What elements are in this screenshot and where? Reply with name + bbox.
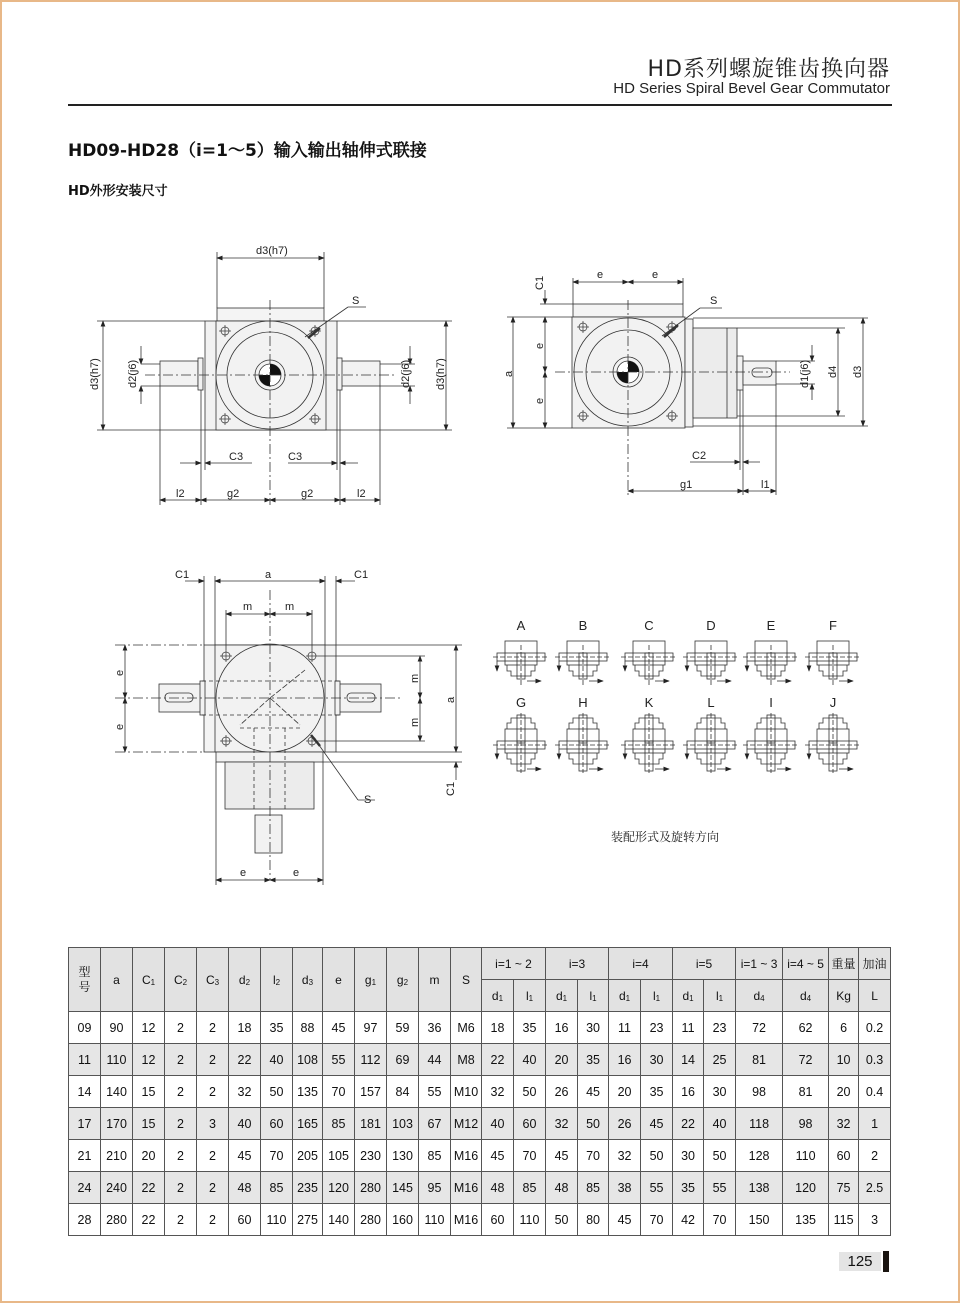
label-m-right: m [285,601,295,613]
mount-label-e: E [766,618,776,633]
label-m-bottom: m [409,717,421,727]
header-col-g2: $g_2$ [387,948,419,1012]
table-cell: 97 [355,1012,387,1044]
mount-label-f: F [829,618,837,633]
table-cell: 240 [101,1172,133,1204]
table-cell: 55 [419,1076,451,1108]
page-number-bar [883,1251,889,1272]
table-cell: 70 [261,1140,293,1172]
table-cell: 0.3 [859,1044,891,1076]
mount-diagram-b [555,641,611,685]
label-c1-right: C1 [354,569,369,581]
table-cell: 45 [578,1076,609,1108]
mount-label-i: I [769,695,773,710]
table-cell: 26 [546,1076,578,1108]
table-cell: 55 [704,1172,736,1204]
table-cell: 35 [673,1172,704,1204]
header-sub: Kg [829,980,859,1012]
table-cell: 112 [355,1044,387,1076]
label-e-top-left: e [597,269,604,281]
table-cell: 42 [673,1204,704,1236]
table-cell: 50 [261,1076,293,1108]
table-cell: 85 [323,1108,355,1140]
table-cell: 75 [829,1172,859,1204]
table-cell: 20 [829,1076,859,1108]
table-cell: 72 [736,1012,783,1044]
table-cell: 11 [609,1012,641,1044]
table-cell: 0.2 [859,1012,891,1044]
table-cell: 23 [704,1012,736,1044]
table-cell: 2 [165,1204,197,1236]
table-cell: 2 [197,1012,229,1044]
table-cell: 67 [419,1108,451,1140]
mounting-caption: 装配形式及旋转方向 [611,830,720,844]
table-cell: 32 [609,1140,641,1172]
table-cell: 32 [482,1076,514,1108]
mount-diagram-i [743,713,799,773]
header-model: 型 号 [69,948,101,1012]
table-cell: 235 [293,1172,323,1204]
table-cell: 70 [514,1140,546,1172]
label-e-left-bottom: e [534,397,546,404]
header-group: i=4 ~ 5 [783,948,829,980]
header-sub: $l_1$ [578,980,609,1012]
table-cell: 45 [323,1012,355,1044]
table-cell: 22 [482,1044,514,1076]
label-c1: C1 [534,275,546,290]
table-header-row [69,948,891,980]
mount-label-d: D [706,618,716,633]
table-cell: 60 [829,1140,859,1172]
table-cell: 70 [578,1140,609,1172]
table-cell: 85 [514,1172,546,1204]
header-group: i=3 [546,948,609,980]
header-sub: $d_1$ [673,980,704,1012]
spec-table [68,947,891,1236]
table-cell: 16 [546,1012,578,1044]
table-row [69,1076,891,1108]
mount-diagram-g [493,713,549,773]
label-c3-right: C3 [288,451,303,463]
table-cell: 45 [609,1204,641,1236]
table-cell: 2 [165,1012,197,1044]
table-cell: 81 [736,1044,783,1076]
header-sub: $d_1$ [482,980,514,1012]
label-g2-left: g2 [227,488,240,500]
side-view-drawing [507,275,868,495]
table-cell: M16 [451,1172,482,1204]
table-cell: 16 [609,1044,641,1076]
table-cell: 22 [673,1108,704,1140]
mount-label-k: K [644,695,654,710]
label-e-left-bottom: e [114,723,126,730]
table-cell: 32 [546,1108,578,1140]
table-cell: 28 [69,1204,101,1236]
table-cell: 2 [197,1076,229,1108]
mount-diagram-h [555,713,611,773]
table-cell: 17 [69,1108,101,1140]
table-cell: 210 [101,1140,133,1172]
table-cell: 50 [641,1140,673,1172]
table-cell: 128 [736,1140,783,1172]
label-e-bottom-left: e [240,867,247,879]
table-cell: 0.4 [859,1076,891,1108]
table-cell: 98 [783,1108,829,1140]
table-cell: 14 [69,1076,101,1108]
label-d3h7-right: d3(h7) [435,358,447,390]
label-m-top: m [409,673,421,683]
front-view-drawing [97,252,452,505]
table-cell: 6 [829,1012,859,1044]
table-cell: 120 [783,1172,829,1204]
label-s: S [364,794,372,806]
table-cell: 23 [641,1012,673,1044]
table-cell: 48 [546,1172,578,1204]
mount-label-a: A [516,618,526,633]
table-cell: 130 [387,1140,419,1172]
table-cell: 110 [101,1044,133,1076]
table-row [69,1108,891,1140]
table-cell: 98 [736,1076,783,1108]
mount-label-j: J [829,695,837,710]
table-cell: 12 [133,1012,165,1044]
table-cell: 3 [197,1108,229,1140]
table-cell: 181 [355,1108,387,1140]
table-cell: 140 [323,1204,355,1236]
table-cell: 09 [69,1012,101,1044]
table-cell: 275 [293,1204,323,1236]
table-cell: 32 [829,1108,859,1140]
table-cell: 35 [578,1044,609,1076]
table-cell: 110 [261,1204,293,1236]
table-cell: 135 [293,1076,323,1108]
table-cell: 230 [355,1140,387,1172]
table-cell: 170 [101,1108,133,1140]
mount-diagram-c [621,641,677,685]
table-cell: 85 [261,1172,293,1204]
header-sub: $l_1$ [704,980,736,1012]
table-cell: 84 [387,1076,419,1108]
table-cell: 50 [704,1140,736,1172]
mounting-labels [516,618,837,710]
mounting-position-diagrams [493,641,861,773]
label-d4: d4 [827,365,839,378]
label-d2j6-right: d2(j6) [400,359,412,388]
table-cell: 55 [323,1044,355,1076]
header-sub: $d_4$ [736,980,783,1012]
table-cell: 60 [261,1108,293,1140]
table-cell: 2 [165,1140,197,1172]
header-col-a: a [101,948,133,1012]
page-number: 125 [839,1252,881,1271]
label-d2j6-left: d2(j6) [127,359,139,388]
table-cell: M10 [451,1076,482,1108]
table-cell: 88 [293,1012,323,1044]
table-cell: 62 [783,1012,829,1044]
table-cell: 45 [546,1140,578,1172]
table-cell: 30 [641,1044,673,1076]
table-cell: 165 [293,1108,323,1140]
label-e-top-right: e [652,269,659,281]
table-cell: 15 [133,1076,165,1108]
table-cell: 110 [783,1140,829,1172]
table-cell: 48 [229,1172,261,1204]
table-cell: 95 [419,1172,451,1204]
table-cell: M16 [451,1140,482,1172]
header-group: i=4 [609,948,673,980]
table-cell: 110 [514,1204,546,1236]
header-title-cn: HD系列螺旋锥齿换向器 [647,57,890,82]
table-cell: 40 [704,1108,736,1140]
header-group: i=5 [673,948,736,980]
table-cell: 3 [859,1204,891,1236]
table-cell: M8 [451,1044,482,1076]
table-row [69,1012,891,1044]
label-c1-left: C1 [175,569,190,581]
header-col-d3: $d_3$ [293,948,323,1012]
label-c1-bottom: C1 [445,781,457,796]
table-row [69,1044,891,1076]
table-cell: 15 [133,1108,165,1140]
table-cell: 280 [355,1204,387,1236]
table-cell: 26 [609,1108,641,1140]
table-cell: 45 [641,1108,673,1140]
table-cell: 205 [293,1140,323,1172]
label-l2-left: l2 [176,488,185,500]
table-cell: 2 [165,1172,197,1204]
table-row [69,1172,891,1204]
table-cell: 35 [514,1012,546,1044]
label-s: S [710,295,718,307]
table-cell: M12 [451,1108,482,1140]
table-cell: 44 [419,1044,451,1076]
table-cell: 80 [578,1204,609,1236]
table-cell: 35 [261,1012,293,1044]
table-cell: 72 [783,1044,829,1076]
header-col-e: e [323,948,355,1012]
header-sub: L [859,980,891,1012]
table-cell: 40 [229,1108,261,1140]
table-cell: 35 [641,1076,673,1108]
table-cell: M16 [451,1204,482,1236]
mount-diagram-l [683,713,739,773]
header-col-m: m [419,948,451,1012]
header-title-en: HD Series Spiral Bevel Gear Commutator [613,80,890,97]
table-cell: 2 [859,1140,891,1172]
label-a: a [503,370,515,377]
label-e-bottom-right: e [293,867,300,879]
label-e-left-top: e [114,669,126,676]
table-cell: 22 [229,1044,261,1076]
table-cell: 16 [673,1076,704,1108]
table-cell: 81 [783,1076,829,1108]
table-cell: 2.5 [859,1172,891,1204]
mount-label-b: B [578,618,588,633]
table-cell: 85 [419,1140,451,1172]
header-sub: $d_1$ [546,980,578,1012]
table-row [69,1140,891,1172]
table-cell: 20 [609,1076,641,1108]
table-cell: 24 [69,1172,101,1204]
label-m-left: m [243,601,253,613]
top-view-drawing [115,576,462,885]
table-cell: 30 [673,1140,704,1172]
table-cell: 11 [673,1012,704,1044]
table-cell: 25 [704,1044,736,1076]
header-col-l2: $l_2$ [261,948,293,1012]
table-cell: 50 [578,1108,609,1140]
table-cell: 70 [323,1076,355,1108]
mount-diagram-k [621,713,677,773]
table-cell: 69 [387,1044,419,1076]
label-s: S [352,295,360,307]
header-group: i=1 ~ 3 [736,948,783,980]
label-d3: d3 [852,365,864,378]
table-cell: 103 [387,1108,419,1140]
table-cell: 85 [578,1172,609,1204]
table-row [69,1204,891,1236]
table-cell: 22 [133,1172,165,1204]
label-a-top: a [265,569,272,581]
table-cell: 50 [546,1204,578,1236]
table-cell: 140 [101,1076,133,1108]
header-sub: $d_1$ [609,980,641,1012]
table-cell: 60 [229,1204,261,1236]
mount-label-l: L [707,695,715,710]
table-cell: 2 [165,1076,197,1108]
mount-diagram-j [805,713,861,773]
label-d3h7-left: d3(h7) [89,358,101,390]
mount-label-c: C [644,618,654,633]
table-cell: 70 [704,1204,736,1236]
header-group: 加油 [859,948,891,980]
table-cell: 157 [355,1076,387,1108]
table-cell: 11 [69,1044,101,1076]
header-sub: $d_4$ [783,980,829,1012]
table-cell: 20 [133,1140,165,1172]
table-cell: 20 [546,1044,578,1076]
table-cell: 160 [387,1204,419,1236]
table-cell: 145 [387,1172,419,1204]
table-cell: 36 [419,1012,451,1044]
table-cell: 105 [323,1140,355,1172]
label-e-left-top: e [534,342,546,349]
table-cell: 118 [736,1108,783,1140]
label-l1: l1 [761,479,770,491]
table-cell: 115 [829,1204,859,1236]
table-cell: 45 [482,1140,514,1172]
header-col-s: S [451,948,482,1012]
table-cell: 120 [323,1172,355,1204]
table-cell: 280 [101,1204,133,1236]
table-cell: 150 [736,1204,783,1236]
label-c3-left: C3 [229,451,244,463]
table-cell: 60 [482,1204,514,1236]
table-cell: 21 [69,1140,101,1172]
table-cell: 40 [261,1044,293,1076]
table-cell: 30 [578,1012,609,1044]
section-title: HD09-HD28（i=1～5）输入输出轴伸式联接 [68,141,427,161]
header-group: 重量 [829,948,859,980]
table-cell: 135 [783,1204,829,1236]
table-cell: 48 [482,1172,514,1204]
table-cell: 45 [229,1140,261,1172]
label-d3h7-top: d3(h7) [256,245,288,257]
mount-diagram-a [493,641,549,685]
label-d1j6: d1(j6) [799,359,811,388]
section-subtitle: HD外形安装尺寸 [68,184,168,199]
table-cell: 50 [514,1076,546,1108]
header-group: i=1 ~ 2 [482,948,546,980]
table-cell: 2 [197,1044,229,1076]
label-a-right: a [445,696,457,703]
table-cell: 18 [482,1012,514,1044]
table-cell: 10 [829,1044,859,1076]
table-cell: 110 [419,1204,451,1236]
table-cell: 14 [673,1044,704,1076]
table-cell: 70 [641,1204,673,1236]
table-cell: 55 [641,1172,673,1204]
table-cell: 108 [293,1044,323,1076]
table-cell: 60 [514,1108,546,1140]
table-cell: M6 [451,1012,482,1044]
table-cell: 30 [704,1076,736,1108]
label-l2-right: l2 [357,488,366,500]
table-cell: 59 [387,1012,419,1044]
table-cell: 2 [197,1172,229,1204]
header-col-d2: $d_2$ [229,948,261,1012]
mount-diagram-e [743,641,799,685]
table-cell: 2 [165,1044,197,1076]
table-cell: 22 [133,1204,165,1236]
table-cell: 90 [101,1012,133,1044]
header-col-c1: $C_1$ [133,948,165,1012]
table-cell: 138 [736,1172,783,1204]
header-sub: $l_1$ [641,980,673,1012]
mount-diagram-d [683,641,739,685]
table-cell: 12 [133,1044,165,1076]
header-col-c2: $C_2$ [165,948,197,1012]
table-cell: 40 [514,1044,546,1076]
label-c2: C2 [692,450,707,462]
header-col-c3: $C_3$ [197,948,229,1012]
header-col-g1: $g_1$ [355,948,387,1012]
table-cell: 38 [609,1172,641,1204]
mount-label-h: H [578,695,588,710]
table-cell: 18 [229,1012,261,1044]
table-cell: 40 [482,1108,514,1140]
mount-diagram-f [805,641,861,685]
table-cell: 2 [197,1204,229,1236]
table-cell: 2 [197,1140,229,1172]
label-g1: g1 [680,479,693,491]
header-sub: $l_1$ [514,980,546,1012]
mount-label-g: G [515,695,527,710]
label-g2-right: g2 [301,488,314,500]
table-cell: 280 [355,1172,387,1204]
table-cell: 32 [229,1076,261,1108]
table-cell: 1 [859,1108,891,1140]
table-cell: 2 [165,1108,197,1140]
